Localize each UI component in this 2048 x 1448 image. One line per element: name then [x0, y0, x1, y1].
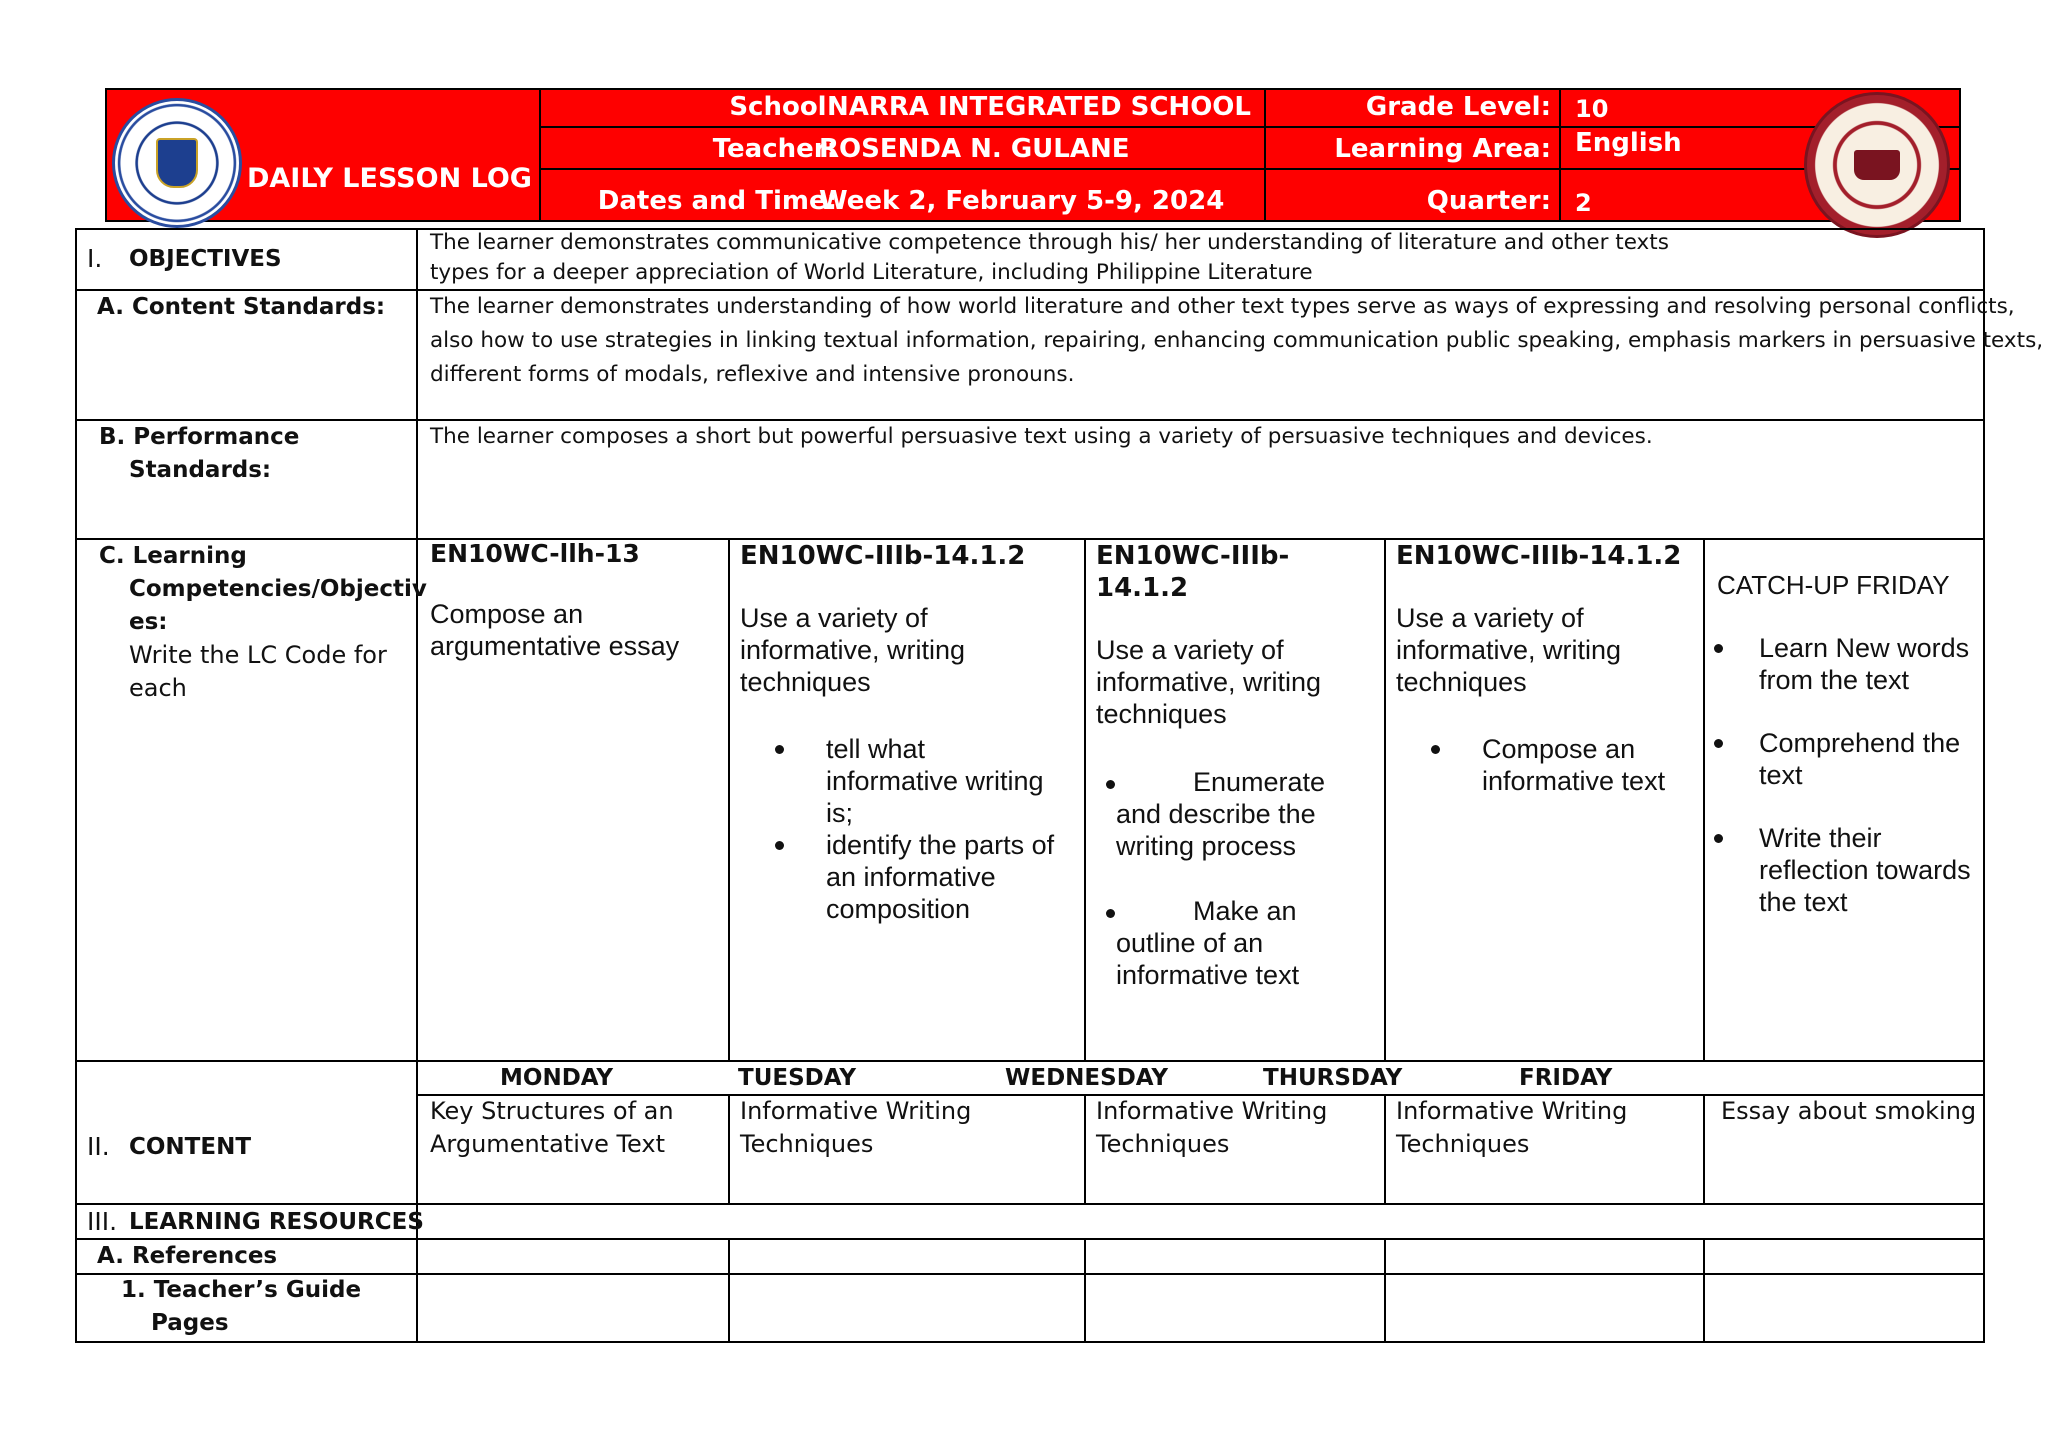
- school-value: NARRA INTEGRATED SCHOOL: [827, 92, 1251, 122]
- friday-content: Essay about smoking: [1721, 1097, 1977, 1125]
- learning-area-value: English: [1575, 128, 1682, 158]
- wednesday-bullet-2-line-1: Make an: [1193, 896, 1297, 926]
- teacher-label: Teacher:: [712, 134, 837, 164]
- monday-content-line-2: Argumentative Text: [430, 1130, 665, 1158]
- performance-standards-label-1: B. Performance: [99, 424, 300, 450]
- list-item: Compose an: [1482, 733, 1665, 765]
- thursday-competency-line-2: informative, writing: [1396, 635, 1622, 665]
- list-item: Write their: [1759, 822, 1971, 854]
- day-header-thursday: THURSDAY: [1263, 1065, 1403, 1091]
- monday-competency-line-2: argumentative essay: [430, 631, 680, 661]
- grade-value: 10: [1575, 95, 1609, 123]
- list-item-continued: the text: [1759, 887, 1848, 917]
- day-header-friday: FRIDAY: [1519, 1065, 1613, 1091]
- grade-label: Grade Level:: [1365, 92, 1551, 122]
- tuesday-content-line-1: Informative Writing: [740, 1097, 972, 1125]
- wednesday-lc-code-2: 14.1.2: [1096, 573, 1189, 603]
- list-item-continued: an informative: [826, 862, 996, 892]
- monday-competency-line-1: Compose an: [430, 599, 584, 629]
- list-item: Comprehend the: [1759, 727, 1960, 759]
- wednesday-competency-line-1: Use a variety of: [1096, 635, 1284, 665]
- content-standards-line-2: also how to use strategies in linking textual information, repairing, enhancing communication public speaking, emphasis markers in persuasive texts,: [430, 328, 2044, 353]
- narra-school-seal-icon: [1804, 92, 1950, 238]
- wednesday-lc-code-1: EN10WC-IIIb-: [1096, 541, 1290, 571]
- deped-seal-icon: [112, 98, 242, 228]
- tuesday-competency-line-3: techniques: [740, 667, 871, 697]
- thursday-content-line-1: Informative Writing: [1396, 1097, 1628, 1125]
- list-item-continued: reflection towards: [1759, 855, 1971, 885]
- quarter-label: Quarter:: [1426, 186, 1551, 216]
- monday-lc-code: EN10WC-llh-13: [430, 539, 640, 568]
- competencies-label-1: C. Learning: [99, 543, 247, 569]
- thursday-content-line-2: Techniques: [1396, 1130, 1530, 1158]
- thursday-competency-line-1: Use a variety of: [1396, 603, 1584, 633]
- teachers-guide-label-1: 1. Teacher’s Guide: [121, 1277, 362, 1303]
- list-item: Learn New words: [1759, 632, 1969, 664]
- references-label: A. References: [97, 1243, 278, 1269]
- competencies-note-1: Write the LC Code for: [129, 641, 387, 669]
- content-standards-line-1: The learner demonstrates understanding of how world literature and other text types serve as ways of expressing and resolving personal conflicts,: [430, 294, 2015, 319]
- quarter-value: 2: [1575, 189, 1592, 217]
- page-title: DAILY LESSON LOG: [247, 163, 532, 194]
- wednesday-content-line-2: Techniques: [1096, 1130, 1230, 1158]
- bullet-dot-icon: [1106, 780, 1115, 789]
- wednesday-content-line-1: Informative Writing: [1096, 1097, 1328, 1125]
- list-item: identify the parts of: [826, 829, 1054, 861]
- performance-standards-text: The learner composes a short but powerful persuasive text using a variety of persuasive techniques and devices.: [430, 424, 1653, 449]
- wednesday-bullet-1-line-1: Enumerate: [1193, 767, 1326, 797]
- learning-resources-number: III.: [87, 1207, 118, 1236]
- wednesday-bullet-2-line-2: outline of an: [1116, 928, 1264, 958]
- wednesday-bullet-1-line-3: writing process: [1116, 831, 1297, 861]
- thursday-lc-code: EN10WC-IIIb-14.1.2: [1396, 541, 1682, 571]
- header-banner: [105, 88, 1961, 222]
- tuesday-competency-line-2: informative, writing: [740, 635, 966, 665]
- wednesday-bullet-1-line-2: and describe the: [1116, 799, 1316, 829]
- teacher-value: ROSENDA N. GULANE: [819, 134, 1130, 164]
- list-item-continued: informative text: [1482, 766, 1666, 796]
- thursday-competency-line-3: techniques: [1396, 667, 1527, 697]
- objectives-number: I.: [87, 244, 103, 273]
- objectives-label: OBJECTIVES: [129, 246, 282, 272]
- wednesday-competency-line-2: informative, writing: [1096, 667, 1322, 697]
- day-header-wednesday: WEDNESDAY: [1005, 1065, 1169, 1091]
- competencies-note-2: each: [129, 674, 187, 702]
- content-standards-line-3: different forms of modals, reflexive and intensive pronouns.: [430, 362, 1075, 387]
- content-label: CONTENT: [129, 1134, 252, 1160]
- list-item-continued: is;: [826, 798, 853, 828]
- objectives-line-1: The learner demonstrates communicative competence through his/ her understanding of literature and other texts: [430, 230, 1669, 255]
- wednesday-competency-line-3: techniques: [1096, 699, 1227, 729]
- competencies-label-2: Competencies/Objectiv: [129, 576, 427, 602]
- lesson-log-table: [75, 228, 2044, 1343]
- school-label: School:: [729, 92, 837, 122]
- learning-area-label: Learning Area:: [1334, 134, 1551, 164]
- competencies-label-3: es:: [129, 609, 168, 635]
- dates-value: Week 2, February 5-9, 2024: [819, 186, 1225, 216]
- list-item-continued: informative writing: [826, 766, 1044, 796]
- content-number: II.: [87, 1132, 110, 1161]
- list-item-continued: from the text: [1759, 665, 1910, 695]
- monday-content-line-1: Key Structures of an: [430, 1097, 674, 1125]
- list-item-continued: composition: [826, 894, 971, 924]
- content-standards-label: A. Content Standards:: [97, 294, 386, 320]
- list-item: tell what: [826, 733, 1054, 765]
- friday-catch-up-title: CATCH-UP FRIDAY: [1717, 570, 1950, 600]
- performance-standards-label-2: Standards:: [129, 457, 272, 483]
- teachers-guide-label-2: Pages: [151, 1310, 229, 1336]
- objectives-line-2: types for a deeper appreciation of World Literature, including Philippine Literature: [430, 260, 1313, 285]
- tuesday-competency-line-1: Use a variety of: [740, 603, 928, 633]
- tuesday-content-line-2: Techniques: [740, 1130, 874, 1158]
- day-header-monday: MONDAY: [500, 1065, 614, 1091]
- day-header-tuesday: TUESDAY: [738, 1065, 856, 1091]
- tuesday-lc-code: EN10WC-IIIb-14.1.2: [740, 541, 1026, 571]
- wednesday-bullet-2-line-3: informative text: [1116, 960, 1300, 990]
- list-item-continued: text: [1759, 760, 1803, 790]
- bullet-dot-icon: [1106, 909, 1115, 918]
- dates-label: Dates and Time:: [597, 186, 837, 216]
- learning-resources-label: LEARNING RESOURCES: [129, 1209, 424, 1235]
